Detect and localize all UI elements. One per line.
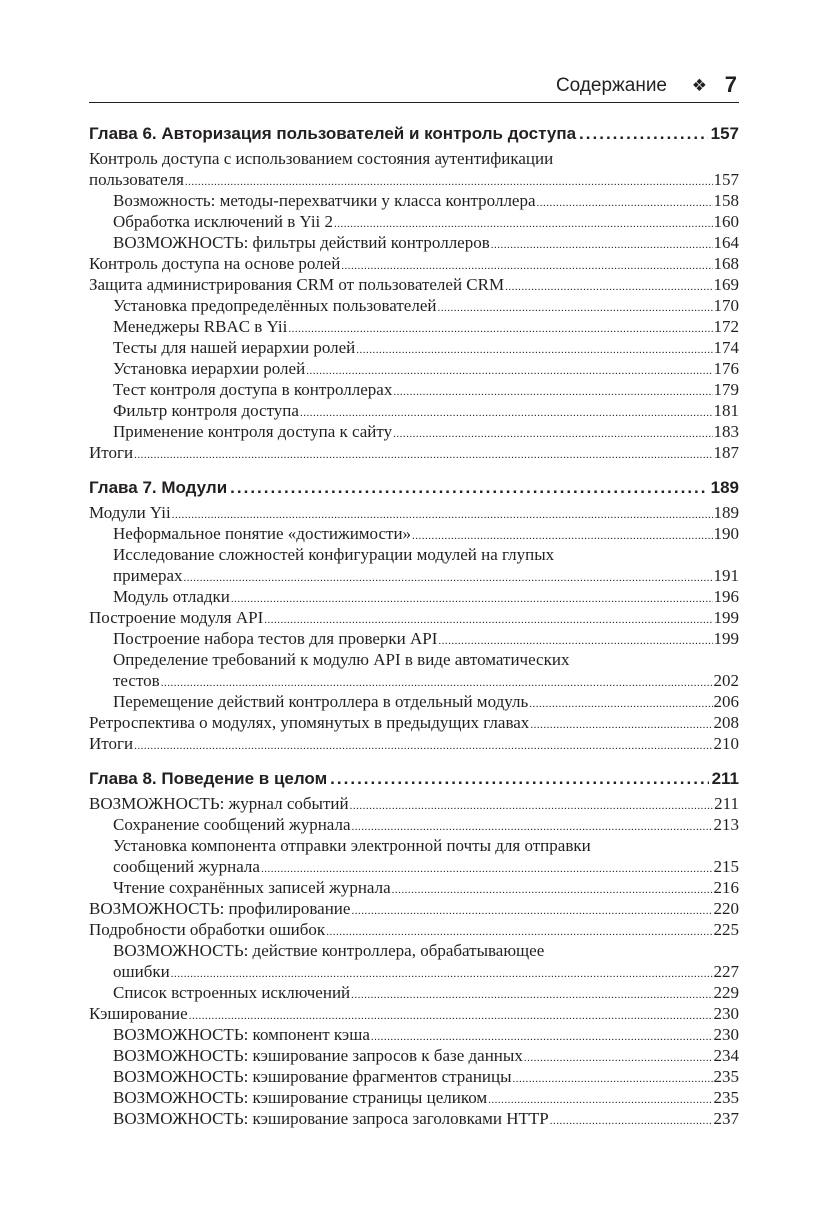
toc-entry-text: Менеджеры RBAC в Yii — [113, 317, 288, 336]
toc-entry[interactable] — [89, 982, 739, 1003]
toc-entry[interactable] — [89, 379, 739, 400]
toc-entry[interactable] — [89, 1003, 739, 1024]
toc-entry-text: тестов — [113, 671, 160, 690]
toc-entry-text: Тест контроля доступа в контроллерах — [113, 380, 393, 399]
leader-dots — [230, 478, 707, 498]
toc-entry-page: 230 — [713, 1025, 739, 1044]
chapter-7 — [89, 478, 739, 754]
toc-entry-text-line1: ВОЗМОЖНОСТЬ: действие контроллера, обрабатывающее — [113, 941, 545, 960]
toc-entry-text: Установка предопределённых пользователей — [113, 296, 437, 315]
toc-entry[interactable] — [89, 940, 739, 982]
leader-dots — [134, 736, 712, 757]
toc-entry-page: 157 — [713, 170, 739, 189]
toc-entry[interactable] — [89, 649, 739, 691]
leader-dots — [330, 769, 708, 789]
toc-entry-page: 206 — [713, 692, 739, 711]
toc-entry[interactable] — [89, 1087, 739, 1108]
toc-entry[interactable] — [89, 898, 739, 919]
toc-entry-page: 199 — [713, 629, 739, 648]
leader-dots — [351, 985, 712, 1006]
toc-entry-text: Ретроспектива о модулях, упомянутых в предыдущих главах — [89, 713, 530, 732]
leader-dots — [491, 235, 713, 256]
toc-entry-page: 179 — [713, 380, 739, 399]
toc-entry[interactable] — [89, 835, 739, 877]
toc-entry[interactable] — [89, 919, 739, 940]
leader-dots — [134, 445, 712, 466]
toc-entry-text: ВОЗМОЖНОСТЬ: компонент кэша — [113, 1025, 370, 1044]
toc-entry-text: пользователя — [89, 170, 184, 189]
toc-entry[interactable] — [89, 442, 739, 463]
toc-entry[interactable] — [89, 793, 739, 814]
toc-entry-text: Установка иерархии ролей — [113, 359, 306, 378]
toc-entry-text: Подробности обработки ошибок — [89, 920, 326, 939]
toc-entry-page: 183 — [713, 422, 739, 441]
toc-entry-page: 168 — [713, 254, 739, 273]
leader-dots — [537, 193, 713, 214]
chapter-page: 189 — [710, 478, 739, 497]
toc-entry-text-line1: Определение требований к модулю API в виде автоматических — [113, 650, 570, 669]
toc-entry[interactable] — [89, 295, 739, 316]
toc-entry-text: Построение модуля API — [89, 608, 264, 627]
leader-dots — [524, 1048, 713, 1069]
toc-entry-page: 234 — [713, 1046, 739, 1065]
header-ornament-icon: ❖ — [691, 76, 707, 96]
toc-entry-page: 176 — [713, 359, 739, 378]
toc-entry-text: сообщений журнала — [113, 857, 260, 876]
toc-entry-page: 196 — [713, 587, 739, 606]
toc-entry[interactable] — [89, 607, 739, 628]
toc-entry[interactable] — [89, 712, 739, 733]
toc-entry-page: 220 — [713, 899, 739, 918]
toc-entry-page: 164 — [713, 233, 739, 252]
toc-entry-text-line1: Контроль доступа с использованием состояния аутентификации — [89, 149, 554, 168]
toc-entry[interactable] — [89, 148, 739, 190]
chapter-page: 157 — [710, 124, 739, 143]
toc-entry-text: Чтение сохранённых записей журнала — [113, 878, 391, 897]
toc-entry-text: Тесты для нашей иерархии ролей — [113, 338, 356, 357]
toc-entry-text: Контроль доступа на основе ролей — [89, 254, 341, 273]
toc-entry[interactable] — [89, 733, 739, 754]
toc-entry[interactable] — [89, 1066, 739, 1087]
leader-dots — [231, 589, 713, 610]
toc-entry-page: 170 — [713, 296, 739, 315]
toc-entry[interactable] — [89, 400, 739, 421]
toc-entry-text: ВОЗМОЖНОСТЬ: профилирование — [89, 899, 351, 918]
leader-dots — [393, 382, 712, 403]
toc-entry-page: 199 — [713, 608, 739, 627]
toc-entry-text: Кэширование — [89, 1004, 188, 1023]
toc-entry-page: 225 — [713, 920, 739, 939]
toc-entry[interactable] — [89, 358, 739, 379]
toc-entry-text: ВОЗМОЖНОСТЬ: кэширование фрагментов страницы — [113, 1067, 512, 1086]
toc-entry[interactable] — [89, 316, 739, 337]
toc-entry-text: ВОЗМОЖНОСТЬ: кэширование запроса заголовками HTTP — [113, 1109, 549, 1128]
toc-entry[interactable] — [89, 1108, 739, 1129]
toc-entry-text: Итоги — [89, 443, 134, 462]
toc-entry[interactable] — [89, 586, 739, 607]
toc-entry[interactable] — [89, 877, 739, 898]
leader-dots — [393, 424, 712, 445]
chapter-title: Глава 6. Авторизация пользователей и контроль доступа — [89, 124, 577, 143]
toc-entry-text: Обработка исключений в Yii 2 — [113, 212, 334, 231]
toc-entry-text: Фильтр контроля доступа — [113, 401, 299, 420]
toc-entry-text: Итоги — [89, 734, 134, 753]
chapter-heading[interactable] — [89, 478, 739, 502]
toc-entry-page: 237 — [713, 1109, 739, 1128]
toc-entry-text: Построение набора тестов для проверки API — [113, 629, 438, 648]
toc-entry-page: 169 — [713, 275, 739, 294]
toc-entry-page: 172 — [713, 317, 739, 336]
leader-dots — [356, 340, 712, 361]
toc-entry-text: Применение контроля доступа к сайту — [113, 422, 393, 441]
table-of-contents — [89, 124, 739, 1144]
toc-entry-text: Неформальное понятие «достижимости» — [113, 524, 412, 543]
toc-entry-page: 160 — [713, 212, 739, 231]
toc-entry[interactable] — [89, 502, 739, 523]
toc-entry-page: 230 — [713, 1004, 739, 1023]
toc-entry-page: 189 — [713, 503, 739, 522]
toc-entry[interactable] — [89, 232, 739, 253]
toc-entry-text: ВОЗМОЖНОСТЬ: кэширование страницы целиком — [113, 1088, 488, 1107]
toc-entry-text: Защита администрирования CRM от пользователей CRM — [89, 275, 505, 294]
toc-entry[interactable] — [89, 274, 739, 295]
toc-entry-text: Возможность: методы-перехватчики у класса контроллера — [113, 191, 536, 210]
leader-dots — [550, 1111, 713, 1132]
toc-entry[interactable] — [89, 691, 739, 712]
chapter-title: Глава 8. Поведение в целом — [89, 769, 328, 788]
header-title: Содержание — [555, 75, 667, 96]
toc-entry-text: ВОЗМОЖНОСТЬ: кэширование запросов к базе данных — [113, 1046, 523, 1065]
toc-entry[interactable] — [89, 190, 739, 211]
toc-entry-text: ошибки — [113, 962, 170, 981]
leader-dots — [184, 568, 713, 589]
leader-dots — [579, 124, 708, 144]
leader-dots — [530, 715, 712, 736]
toc-entry-text: Модуль отладки — [113, 587, 230, 606]
leader-dots — [351, 901, 712, 922]
toc-entry[interactable] — [89, 814, 739, 835]
toc-entry-page: 202 — [713, 671, 739, 690]
toc-entry-text: Список встроенных исключений — [113, 983, 351, 1002]
toc-entry-page: 190 — [713, 524, 739, 543]
toc-entry-page: 227 — [713, 962, 739, 981]
toc-entry-text: Модули Yii — [89, 503, 171, 522]
chapter-page: 211 — [711, 769, 739, 788]
toc-entry-page: 174 — [713, 338, 739, 357]
toc-entry[interactable] — [89, 421, 739, 442]
toc-entry[interactable] — [89, 211, 739, 232]
toc-entry[interactable] — [89, 253, 739, 274]
toc-entry-page: 216 — [713, 878, 739, 897]
toc-entry-page: 213 — [713, 815, 739, 834]
toc-entry-text: примерах — [113, 566, 183, 585]
leader-dots — [350, 796, 714, 817]
chapter-8 — [89, 769, 739, 1129]
toc-entry-page: 208 — [713, 713, 739, 732]
running-header — [89, 74, 739, 103]
toc-entry[interactable] — [89, 523, 739, 544]
chapter-heading[interactable] — [89, 124, 739, 148]
toc-entry-page: 210 — [713, 734, 739, 753]
leader-dots — [513, 1069, 713, 1090]
toc-entry[interactable] — [89, 1045, 739, 1066]
toc-entry-page: 191 — [713, 566, 739, 585]
leader-dots — [529, 694, 712, 715]
toc-entry-text: Перемещение действий контроллера в отдельный модуль — [113, 692, 529, 711]
toc-entry-text-line1: Исследование сложностей конфигурации модулей на глупых — [113, 545, 555, 564]
toc-entry-text-line1: Установка компонента отправки электронной почты для отправки — [113, 836, 591, 855]
toc-entry-text: Сохранение сообщений журнала — [113, 815, 351, 834]
leader-dots — [392, 880, 713, 901]
toc-entry-page: 235 — [713, 1067, 739, 1086]
toc-entry-text: ВОЗМОЖНОСТЬ: журнал событий — [89, 794, 349, 813]
toc-entry[interactable] — [89, 1024, 739, 1045]
toc-entry-page: 187 — [713, 443, 739, 462]
toc-entry-page: 181 — [713, 401, 739, 420]
toc-entry[interactable] — [89, 337, 739, 358]
leader-dots — [505, 277, 712, 298]
toc-entry-page: 158 — [713, 191, 739, 210]
toc-entry-page: 215 — [713, 857, 739, 876]
toc-entry-page: 235 — [713, 1088, 739, 1107]
toc-entry[interactable] — [89, 628, 739, 649]
chapter-heading[interactable] — [89, 769, 739, 793]
toc-entry[interactable] — [89, 544, 739, 586]
toc-entry-text: ВОЗМОЖНОСТЬ: фильтры действий контроллеров — [113, 233, 490, 252]
toc-entry-page: 229 — [713, 983, 739, 1002]
chapter-title: Глава 7. Модули — [89, 478, 228, 497]
header-page-number: 7 — [724, 72, 737, 97]
chapter-6 — [89, 124, 739, 463]
leader-dots — [437, 298, 712, 319]
toc-entry-page: 211 — [714, 794, 739, 813]
